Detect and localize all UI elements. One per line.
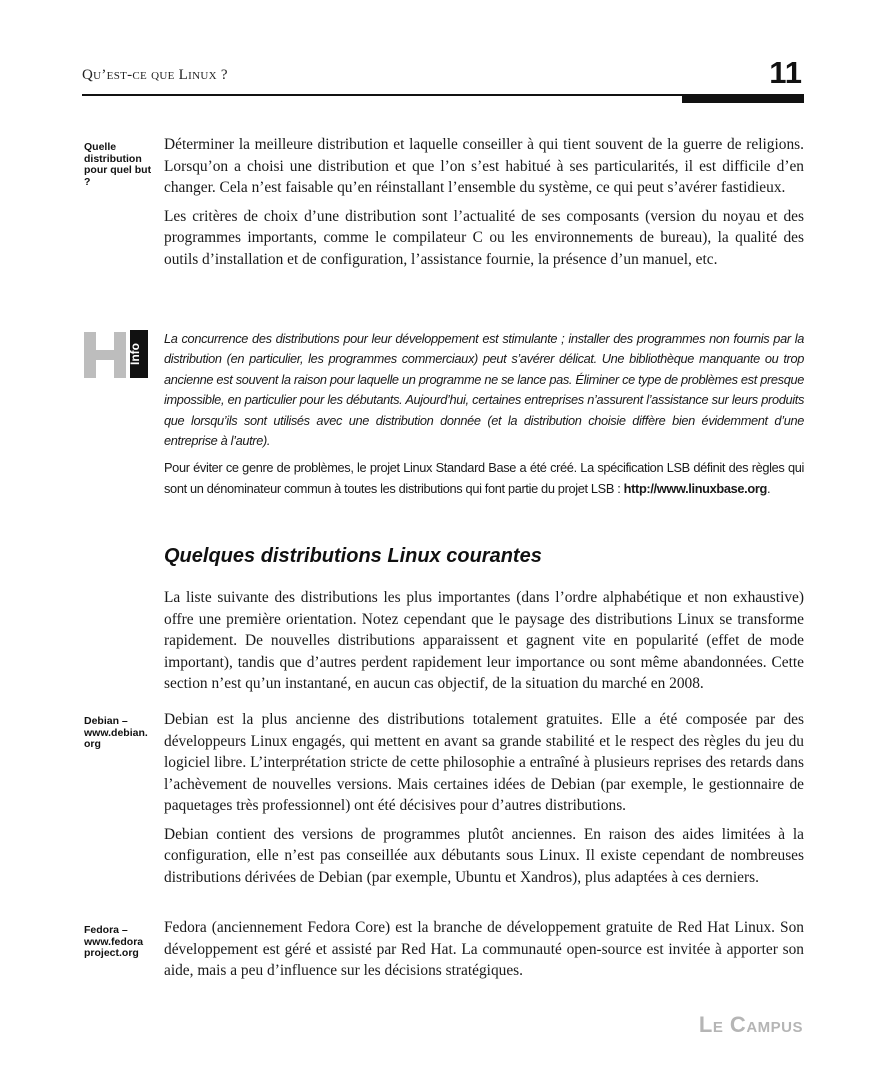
intro-paragraph-1: Déterminer la meilleure distribution et laquelle conseiller à qui tient souvent de la guerre de religions. Lorsqu’on a choisi une distribution et que l’on s’est habitué à ses particularités, il est difficile d’en changer. Cela n’est faisable qu’en réinstallant l’ensemble du système, ce qui peut s’avérer fastidieux. bbox=[164, 136, 804, 196]
margin-note-fedora: Fedora – www.fedora project.org bbox=[84, 924, 144, 959]
page-header bbox=[82, 55, 804, 95]
fedora-text bbox=[164, 917, 804, 989]
debian-paragraph-2: Debian contient des versions de programmes plutôt anciennes. En raison des aides limitées à la configuration, elle n’est pas conseillée aux débutants sous Linux. Il existe cependant de nombreuses distributions dérivées de Debian (par exemple, Ubuntu et Xandros), plus adaptées à ces derniers. bbox=[164, 825, 804, 886]
header-bar bbox=[682, 96, 804, 103]
info-lsb-end: . bbox=[766, 480, 771, 496]
linuxbase-link[interactable]: http://www.linuxbase.org bbox=[623, 480, 767, 496]
info-icon bbox=[84, 330, 150, 380]
fedora-paragraph-1: Fedora (anciennement Fedora Core) est la branche de développement gratuite de Red Hat Linux. Son développement est géré et assisté par Red Hat. La communauté open-source est invitée à apporter son aide, mais a peu d’influence sur les décisions stratégiques. bbox=[164, 919, 804, 979]
margin-note-distribution-purpose: Quelle distribution pour quel but ? bbox=[84, 141, 152, 188]
debian-text bbox=[164, 709, 804, 895]
running-title: Qu’est-ce que Linux ? bbox=[82, 67, 228, 83]
debian-paragraph-1: Debian est la plus ancienne des distributions totalement gratuites. Elle a été composée par des développeurs Linux engagés, qui mettent en avant sa grande stabilité et le respect des règles du jeu du logiciel libre. L’interprétation stricte de cette philosophie a entraîné à plusieurs reprises des retards dans l’achèvement de nouvelles versions. Mais certaines idées de Debian (par exemple, le gestionnaire de paquetages très professionnel) ont été décisives pour d’autres distributions. bbox=[164, 711, 804, 814]
section-intro-paragraph: La liste suivante des distributions les plus importantes (dans l’ordre alphabétique et non exhaustive) offre une première orientation. Notez cependant que le paysage des distributions Linux se transforme rapidement. De nouvelles distributions apparaissent et gagnent vite en popularité (effet de mode important), tandis que d’autres perdent rapidement leur importance ou sont même abandonnées. Cette section n’est qu’un instantané, en aucun cas objectif, de la situation du marché en 2008. bbox=[164, 589, 804, 692]
section-heading: Quelques distributions Linux courantes bbox=[164, 545, 542, 567]
info-icon-label: Info bbox=[128, 343, 142, 365]
info-italic-paragraph: La concurrence des distributions pour leur développement est stimulante ; installer des programmes non fournis par la distribution (en particulier, les programmes commerciaux) peut s’avérer délicat. Une bibliothèque manquante ou trop ancienne est souvent la raison pour laquelle un programme ne se lance pas. Éliminer ce type de problèmes est presque impossible, en particulier pour les débutants. Aujourd’hui, certaines entreprises n’assurent l’assistance sur leurs produits que lorsqu’ils sont utilisés avec une distribution donnée (et la distribution choisie diffère bien évidemment d’une entreprise à l’autre). bbox=[164, 331, 804, 449]
intro-paragraph-2: Les critères de choix d’une distribution sont l’actualité de ses composants (version du noyau et des programmes importants, comme le compilateur C ou les environnements de bureau), la qualité des outils d’installation et de configuration, l’assistance fournie, la présence d’un manuel, etc. bbox=[164, 207, 804, 268]
intro-text bbox=[164, 134, 804, 277]
margin-note-debian: Debian – www.debian. org bbox=[84, 715, 148, 750]
section-intro-text bbox=[164, 587, 804, 702]
info-box bbox=[164, 329, 804, 499]
page-number: 11 bbox=[769, 55, 802, 90]
info-lsb-paragraph bbox=[164, 458, 804, 499]
info-lsb-text: Pour éviter ce genre de problèmes, le projet Linux Standard Base a été créé. La spécification LSB définit des règles qui sont un dénominateur commun à toutes les distributions qui font partie du projet LSB : bbox=[164, 460, 804, 496]
publisher-logo: Le Campus bbox=[698, 1012, 803, 1037]
